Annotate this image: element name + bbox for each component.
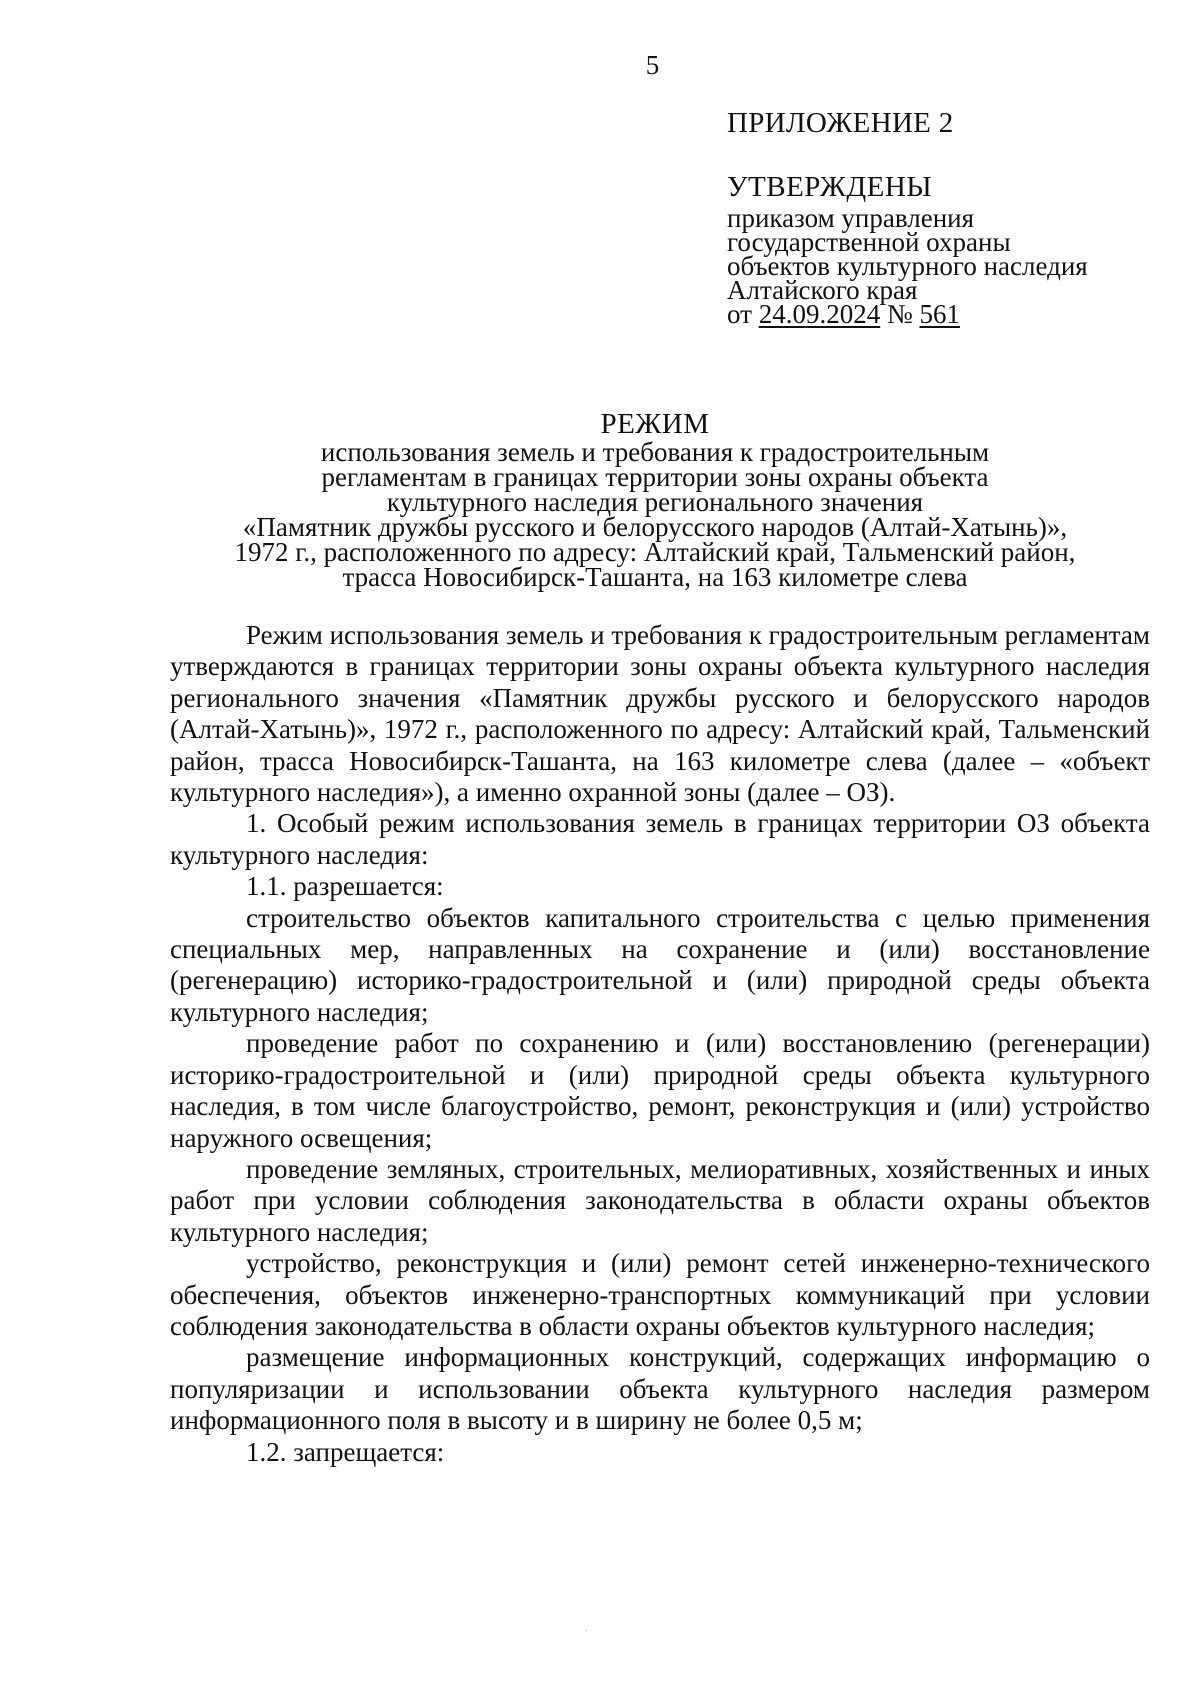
allowed-item-1: строительство объектов капитального строительства с целью применения специальных мер, направленных на сохранение и (или) восстановление (регенерацию) историко-градостроительной и (или) природной среды объекта культурного наследия; (170, 902, 1150, 1027)
title-line-4: «Памятник дружбы русского и белорусского народов (Алтай-Хатынь)», (242, 512, 1068, 542)
allowed-item-2: проведение работ по сохранению и (или) восстановлению (регенерации) историко-градостроительной и (или) природной среды объекта культурного наследия, в том числе благоустройство, ремонт, реконструкция и (или) устройство наружного освещения; (170, 1028, 1150, 1153)
page-number: 5 (645, 50, 660, 80)
title-line-6: трасса Новосибирск-Ташанта, на 163 километре слева (342, 562, 968, 592)
scan-speck (585, 1630, 587, 1631)
title-line-2: регламентам в границах территории зоны охраны объекта (321, 462, 989, 492)
allowed-item-5: размещение информационных конструкций, содержащих информацию о популяризации и использовании объекта культурного наследия размером информационного поля в высоту и в ширину не более 0,5 м; (170, 1342, 1150, 1436)
approval-block (727, 171, 1088, 329)
approved-title: УТВЕРЖДЕНЫ (727, 171, 933, 203)
approved-date-line (727, 299, 1088, 329)
approved-line-2: государственной охраны (727, 227, 1011, 257)
section-1-2-heading: 1.2. запрещается: (246, 1436, 445, 1467)
section-1-heading: 1. Особый режим использования земель в границах территории ОЗ объекта культурного наследия: (170, 808, 1150, 870)
order-date: 24.09.2024 (758, 299, 881, 329)
allowed-item-3: проведение земляных, строительных, мелиоративных, хозяйственных и иных работ при условии соблюдения законодательства в области охраны объектов культурного наследия; (170, 1153, 1150, 1247)
section-1-1-heading: 1.1. разрешается: (246, 871, 444, 902)
order-number: 561 (919, 299, 960, 329)
title-main: РЕЖИМ (600, 408, 710, 440)
title-line-1: использования земель и требования к градостроительным (320, 437, 990, 467)
title-line-3: культурного наследия регионального значения (386, 487, 924, 517)
date-prefix: от (727, 299, 759, 329)
approved-line-3: объектов культурного наследия (727, 251, 1088, 281)
document-title (200, 410, 1110, 590)
number-prefix: № (880, 299, 920, 329)
appendix-label: ПРИЛОЖЕНИЕ 2 (727, 107, 954, 139)
allowed-item-4: устройство, реконструкция и (или) ремонт сетей инженерно-технического обеспечения, объектов инженерно-транспортных коммуникаций при условии соблюдения законодательства в области охраны объектов культурного наследия; (170, 1248, 1150, 1341)
approved-line-4: Алтайского края (727, 275, 918, 305)
document-body (170, 620, 1150, 1468)
title-line-5: 1972 г., расположенного по адресу: Алтайский край, Тальменский район, (234, 537, 1076, 567)
intro-paragraph: Режим использования земель и требования к градостроительным регламентам утверждаются в границах территории зоны охраны объекта культурного наследия регионального значения «Памятник дружбы русского и белорусского народов (Алтай-Хатынь)», 1972 г., расположенного по адресу: Алтайский край, Тальменский район, трасса Новосибирск-Ташанта, на 163 километре слева (далее – «объект культурного наследия»), а именно охранной зоны (далее – ОЗ). (170, 620, 1150, 808)
approved-line-1: приказом управления (727, 203, 975, 233)
